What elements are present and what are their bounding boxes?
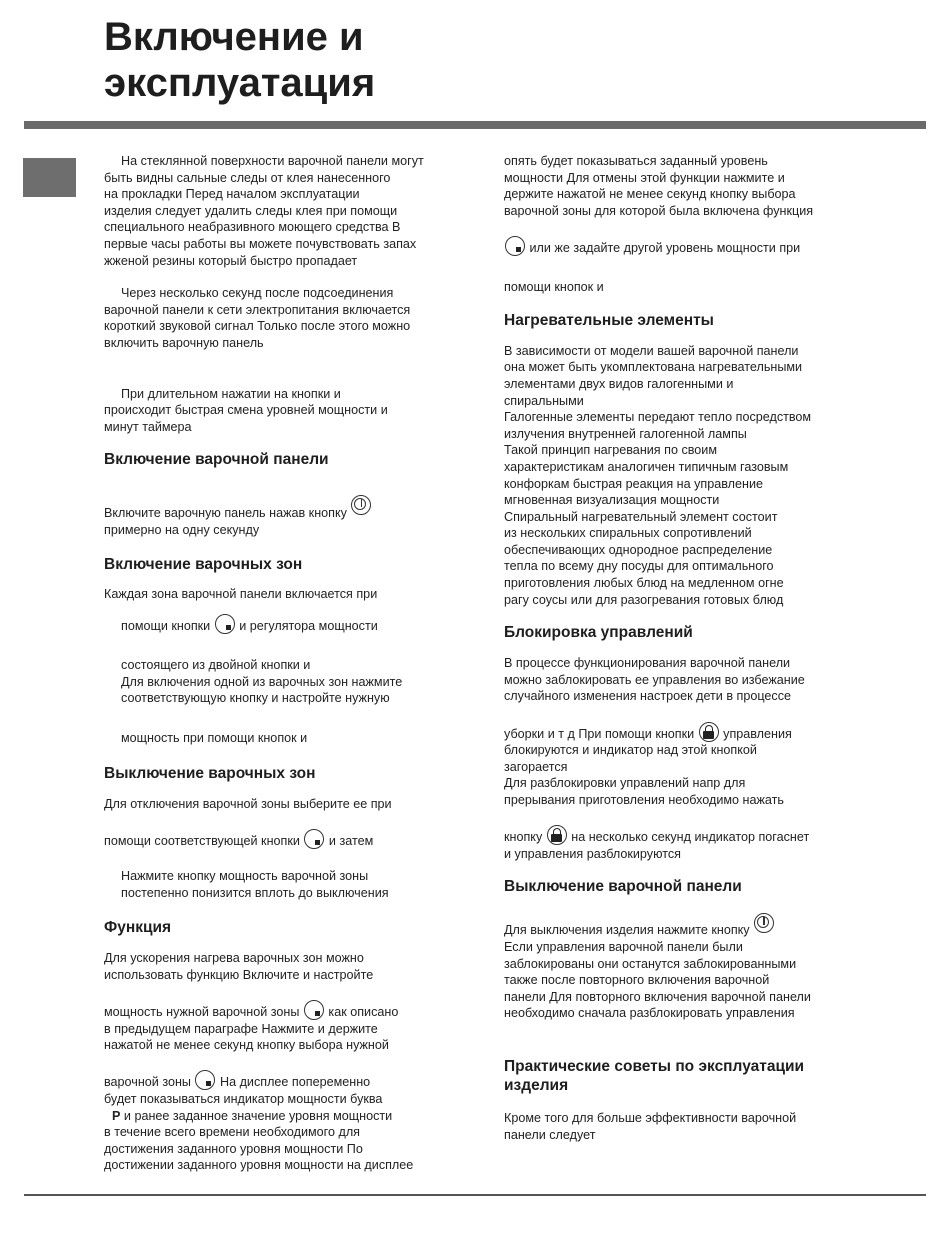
text-line: Такой принцип нагревания по своим bbox=[504, 443, 717, 458]
text-line: уборки и т д При помощи кнопки bbox=[504, 726, 695, 741]
text-line: как описано bbox=[328, 1005, 399, 1019]
text-line: обеспечивающих однородное распределение bbox=[504, 542, 773, 557]
text-line: Если управления варочной панели были bbox=[504, 939, 743, 954]
lock-paragraph bbox=[504, 655, 866, 862]
text-line: можно заблокировать ее управления во избежание bbox=[504, 672, 805, 687]
function-continued bbox=[504, 153, 866, 296]
text-line: происходит быстрая смена уровней мощности и bbox=[104, 403, 388, 418]
heading-tips: Практические советы по эксплуатации изделия bbox=[504, 1057, 805, 1094]
text-line: опять будет показываться заданный уровень bbox=[504, 154, 768, 168]
text-line: быть видны сальные следы от клея нанесенного bbox=[104, 170, 391, 185]
text-line: минут таймера bbox=[104, 419, 192, 434]
footer-rule bbox=[24, 1194, 926, 1196]
text-line: жженой резины который быстро пропадает bbox=[104, 253, 358, 268]
heading-panel-off: Выключение варочной панели bbox=[504, 878, 742, 896]
intro-paragraph-2 bbox=[104, 285, 476, 351]
zones-on-paragraph bbox=[104, 586, 476, 603]
text-line: характеристикам аналогичен типичным газовым bbox=[504, 459, 789, 474]
panel-on-paragraph bbox=[104, 495, 476, 538]
text-line: панели Для повторного включения варочной панели bbox=[504, 989, 811, 1004]
text-line: короткий звуковой сигнал Только после этого можно bbox=[104, 319, 411, 334]
text-line: достижении заданного уровня мощности на дисплее bbox=[104, 1158, 414, 1173]
text-line: элементами двух видов галогенными и bbox=[504, 376, 734, 391]
text-line: Для выключения изделия нажмите кнопку bbox=[504, 923, 750, 938]
power-icon bbox=[351, 495, 371, 515]
text-line: загорается bbox=[504, 759, 568, 774]
heading-panel-on: Включение варочной панели bbox=[104, 451, 329, 469]
text-line: мощность при помощи кнопок и bbox=[121, 730, 308, 745]
text-line: Включите варочную панель нажав кнопку bbox=[104, 506, 347, 521]
text-line: На стеклянной поверхности варочной панели могут bbox=[121, 154, 424, 168]
text-line: панели следует bbox=[504, 1127, 596, 1142]
text-line: тепла по всему дну посуды для оптимального bbox=[504, 559, 774, 574]
text-line: она может быть укомплектована нагревательными bbox=[504, 360, 803, 375]
text-line: в предыдущем параграфе Нажмите и держите bbox=[104, 1021, 378, 1036]
text-line: варочной зоны для которой была включена функция bbox=[504, 203, 814, 218]
text-line: примерно на одну секунду bbox=[104, 522, 260, 537]
text-line: из нескольких спиральных сопротивлений bbox=[504, 526, 752, 541]
text-line: случайного изменения настроек дети в процессе bbox=[504, 689, 792, 704]
text-line: помощи кнопки bbox=[121, 619, 211, 634]
text-line: первые часы работы вы можете почувствовать запах bbox=[104, 236, 417, 251]
text-line: варочной панели к сети электропитания включается bbox=[104, 302, 411, 317]
text-line: и регулятора мощности bbox=[239, 619, 378, 634]
panel-off-paragraph bbox=[504, 913, 866, 1022]
text-line: конфоркам быстрая реакция на управление bbox=[504, 476, 764, 491]
text-line: и ранее заданное значение уровня мощности bbox=[123, 1108, 393, 1123]
text-line: мощности Для отмены этой функции нажмите и bbox=[504, 170, 785, 185]
text-line: Каждая зона варочной панели включается при bbox=[104, 586, 378, 601]
text-line: соответствующую кнопку и настройте нужную bbox=[121, 691, 390, 706]
text-line: мгновенная визуализация мощности bbox=[504, 493, 720, 508]
text-line: Спиральный нагревательный элемент состоит bbox=[504, 509, 778, 524]
text-line: управления bbox=[723, 726, 792, 741]
zone-select-icon bbox=[304, 1000, 324, 1020]
text-line: специального неабразивного моющего средства В bbox=[104, 220, 401, 235]
zones-on-indented bbox=[104, 614, 476, 746]
title-line-1: Включение и bbox=[104, 15, 364, 59]
text-line: Галогенные элементы передают тепло посредством bbox=[504, 410, 812, 425]
text-line: помощи соответствующей кнопки bbox=[104, 834, 300, 849]
text-line: При длительном нажатии на кнопки и bbox=[121, 386, 341, 401]
tips-paragraph bbox=[504, 1110, 866, 1143]
text-line: приготовления любых блюд на медленном огне bbox=[504, 576, 784, 591]
text-line: и управления разблокируются bbox=[504, 846, 681, 861]
text-line: нажатой не менее секунд кнопку выбора нужной bbox=[104, 1038, 389, 1053]
text-line: рагу соусы или для разогревания готовых блюд bbox=[504, 592, 784, 607]
zones-off-paragraph bbox=[104, 796, 476, 850]
text-line: в течение всего времени необходимого для bbox=[104, 1125, 361, 1140]
text-line: В процессе функционирования варочной панели bbox=[504, 656, 791, 671]
text-line: блокируются и индикатор над этой кнопкой bbox=[504, 743, 757, 758]
lock-icon bbox=[699, 722, 719, 742]
zone-select-icon bbox=[304, 829, 324, 849]
letter-p: P bbox=[112, 1108, 121, 1123]
text-line: заблокированы они останутся заблокированными bbox=[504, 956, 797, 971]
text-line: на прокладки Перед началом эксплуатации bbox=[104, 187, 360, 202]
right-column bbox=[504, 153, 866, 1143]
text-line: Для отключения варочной зоны выберите ее при bbox=[104, 797, 392, 812]
power-icon bbox=[754, 913, 774, 933]
heading-zones-on: Включение варочных зон bbox=[104, 555, 303, 573]
text-line: В зависимости от модели вашей варочной панели bbox=[504, 343, 799, 358]
text-line: помощи кнопок и bbox=[504, 280, 604, 295]
function-paragraph bbox=[104, 950, 476, 1174]
text-line: на несколько секунд индикатор погаснет bbox=[571, 830, 810, 845]
text-line: Для ускорения нагрева варочных зон можно bbox=[104, 951, 364, 966]
intro-paragraph-1 bbox=[104, 153, 476, 269]
text-line: необходимо сначала разблокировать управления bbox=[504, 1006, 795, 1021]
text-line: На дисплее попеременно bbox=[219, 1075, 371, 1090]
text-line: или же задайте другой уровень мощности при bbox=[529, 240, 801, 255]
title-line-2: эксплуатация bbox=[104, 61, 376, 105]
heading-zones-off: Выключение варочных зон bbox=[104, 765, 316, 783]
text-line: Для включения одной из варочных зон нажмите bbox=[121, 674, 403, 689]
text-line: Через несколько секунд после подсоединения bbox=[121, 286, 394, 301]
text-line: будет показываться индикатор мощности буква bbox=[104, 1091, 383, 1106]
zone-select-icon bbox=[505, 236, 525, 256]
text-line: держите нажатой не менее секунд кнопку выбора bbox=[504, 187, 796, 202]
text-line: мощность нужной варочной зоны bbox=[104, 1005, 300, 1019]
intro-paragraph-3 bbox=[104, 386, 476, 436]
header-rule bbox=[24, 121, 926, 129]
text-line: спиральными bbox=[504, 393, 584, 408]
text-line: прерывания приготовления необходимо нажать bbox=[504, 793, 784, 807]
heading-elements: Нагревательные элементы bbox=[504, 311, 714, 329]
elements-paragraph bbox=[504, 343, 866, 609]
text-line: и затем bbox=[328, 834, 374, 849]
text-line: состоящего из двойной кнопки и bbox=[121, 658, 311, 673]
zone-select-icon bbox=[195, 1070, 215, 1090]
text-line: Кроме того для больше эффективности варочной bbox=[504, 1110, 797, 1125]
lock-icon bbox=[547, 825, 567, 845]
text-line: изделия следует удалить следы клея при помощи bbox=[104, 203, 398, 218]
heading-lock: Блокировка управлений bbox=[504, 624, 693, 642]
left-column bbox=[104, 153, 476, 1174]
text-line: включить варочную панель bbox=[104, 335, 264, 350]
text-line: использовать функцию Включите и настройте bbox=[104, 967, 374, 982]
text-line: варочной зоны bbox=[104, 1075, 191, 1090]
page-title bbox=[104, 14, 375, 106]
text-line: достижения заданного уровня мощности По bbox=[104, 1141, 363, 1156]
text-line: излучения внутренней галогенной лампы bbox=[504, 426, 747, 441]
zones-off-indented bbox=[104, 868, 476, 901]
text-line: также после повторного включения варочной bbox=[504, 973, 770, 988]
text-line: постепенно понизится вплоть до выключения bbox=[121, 885, 389, 900]
text-line: кнопку bbox=[504, 830, 543, 845]
section-tab-marker bbox=[23, 158, 76, 197]
zone-select-icon bbox=[215, 614, 235, 634]
heading-function: Функция bbox=[104, 919, 172, 937]
text-line: Нажмите кнопку мощность варочной зоны bbox=[121, 869, 369, 884]
text-line: Для разблокировки управлений напр для bbox=[504, 776, 746, 791]
